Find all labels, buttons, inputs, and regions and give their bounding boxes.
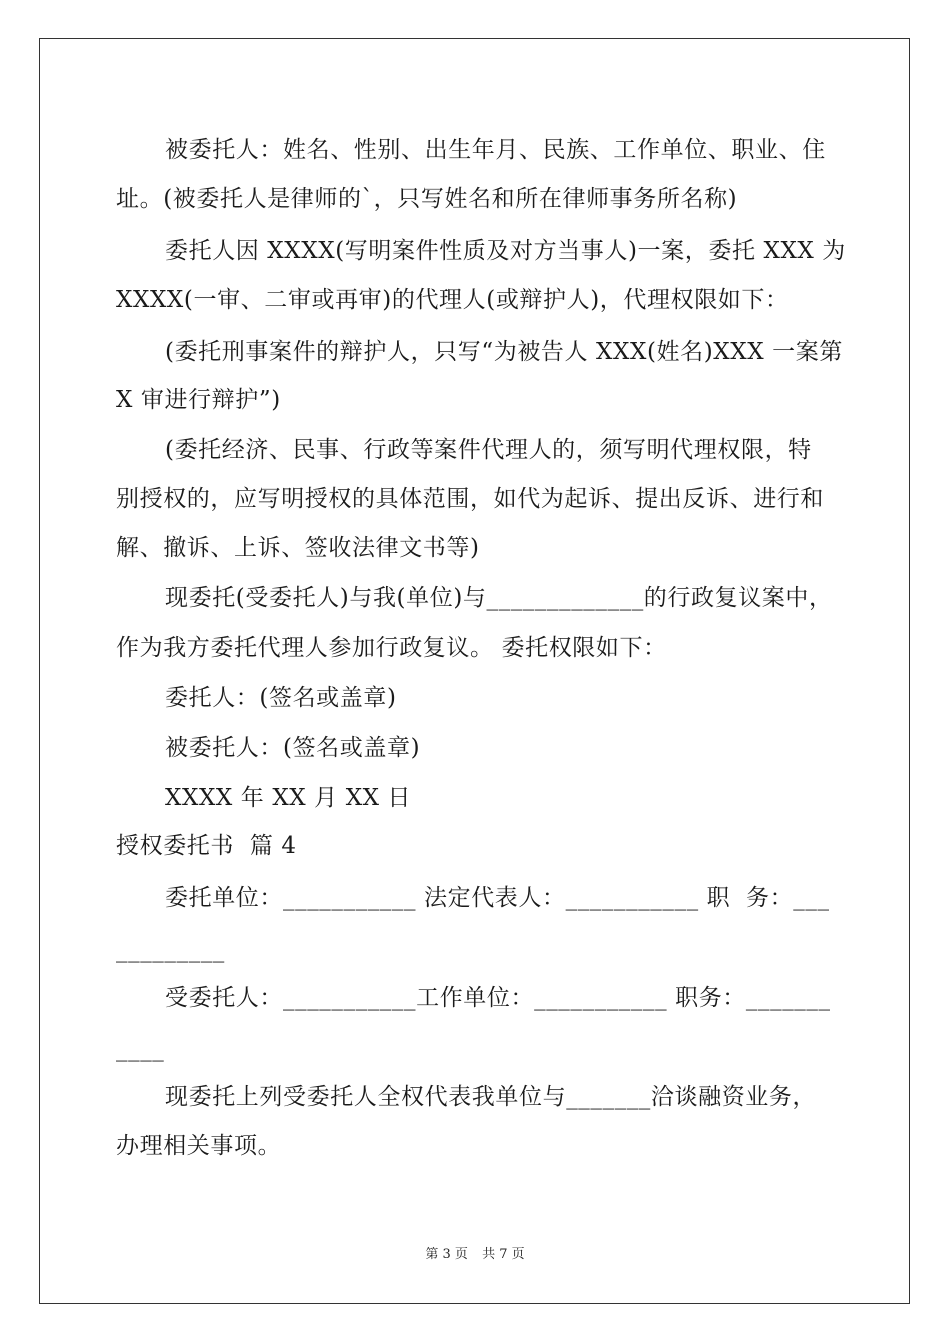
signature-line-principal: 委托人：(签名或盖章) bbox=[165, 685, 397, 711]
text-line: 委托人因 XXXX(写明案件性质及对方当事人)一案，委托 XXX 为 bbox=[165, 238, 846, 264]
page-total: 共 7 页 bbox=[482, 1247, 525, 1262]
text-line: (委托经济、民事、行政等案件代理人的，须写明代理权限，特 bbox=[165, 437, 812, 463]
text-line: 址。(被委托人是律师的`，只写姓名和所在律师事务所名称) bbox=[116, 186, 738, 212]
text-line: XXXX(一审、二审或再审)的代理人(或辩护人)，代理权限如下： bbox=[116, 287, 789, 313]
form-line: ____ bbox=[116, 1036, 165, 1062]
text-line: 被委托人：姓名、性别、出生年月、民族、工作单位、职业、住 bbox=[165, 137, 826, 163]
section-heading: 授权委托书 篇 4 bbox=[116, 833, 297, 859]
text-line: 办理相关事项。 bbox=[116, 1133, 282, 1159]
text-line: 作为我方委托代理人参加行政复议。 委托权限如下： bbox=[116, 635, 667, 661]
page-footer bbox=[0, 1247, 950, 1263]
date-line: XXXX 年 XX 月 XX 日 bbox=[165, 785, 412, 811]
text-line: 现委托上列受委托人全权代表我单位与_______洽谈融资业务， bbox=[165, 1084, 817, 1110]
text-line: 解、撤诉、上诉、签收法律文书等) bbox=[116, 535, 480, 561]
page-number: 第 3 页 bbox=[425, 1247, 468, 1262]
text-line: 别授权的，应写明授权的具体范围，如代为起诉、提出反诉、进行和 bbox=[116, 486, 824, 512]
form-line: 受委托人：___________工作单位：___________ 职务：_______ bbox=[165, 985, 831, 1011]
form-line: 委托单位：___________ 法定代表人：___________ 职 务：___ bbox=[165, 885, 830, 911]
text-line: X 审进行辩护”) bbox=[116, 387, 281, 413]
form-line: _________ bbox=[116, 937, 225, 963]
signature-line-agent: 被委托人：(签名或盖章) bbox=[165, 735, 421, 761]
text-line: (委托刑事案件的辩护人，只写“为被告人 XXX(姓名)XXX 一案第 bbox=[165, 339, 843, 365]
page-border bbox=[39, 38, 910, 1304]
text-line: 现委托(受委托人)与我(单位)与_____________的行政复议案中， bbox=[165, 585, 833, 611]
